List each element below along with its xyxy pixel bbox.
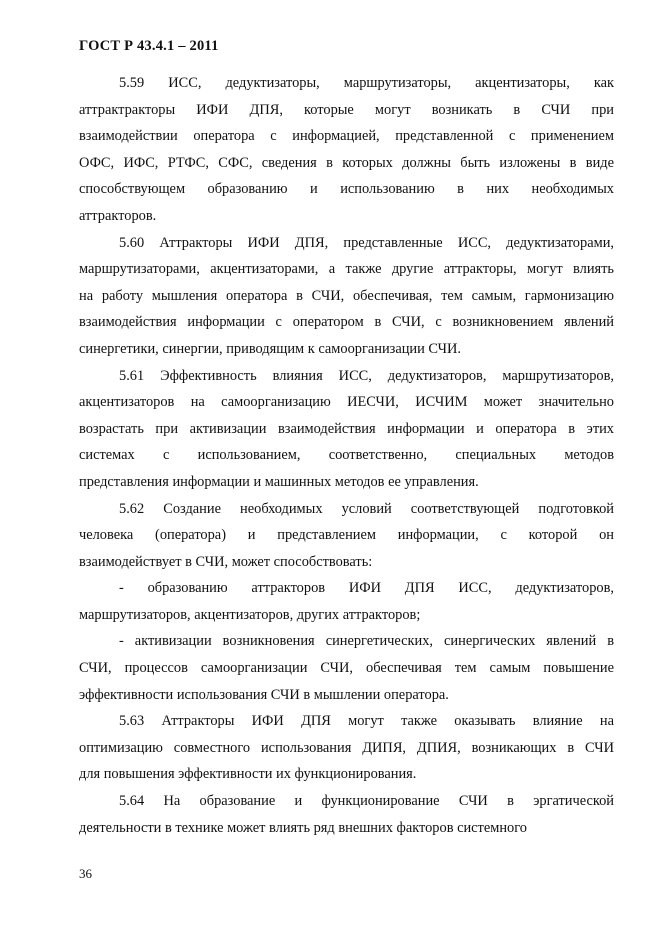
text-line: аттракторов.	[79, 207, 157, 224]
text-line: - активизации возникновения синергетических, синергических явлений в	[119, 633, 614, 650]
text-line: взаимодействии оператора с информацией, представленной с применением	[79, 128, 614, 145]
text-line: взаимодействует в СЧИ, может способствовать:	[79, 553, 373, 570]
text-line: оптимизацию совместного использования ДИПЯ, ДПИЯ, возникающих в СЧИ	[79, 739, 614, 756]
paragraph	[79, 575, 614, 628]
paragraph	[79, 708, 614, 788]
text-line: взаимодействия информации с оператором в СЧИ, с возникновением явлений	[79, 314, 614, 331]
text-line: представления информации и машинных методов ее управления.	[79, 473, 479, 490]
paragraph	[79, 70, 614, 230]
text-line: маршрутизаторами, акцентизаторами, а также другие аттракторы, могут влиять	[79, 261, 614, 278]
text-line: синергетики, синергии, приводящим к самоорганизации СЧИ.	[79, 340, 462, 357]
text-line: маршрутизаторов, акцентизаторов, других аттракторов;	[79, 606, 421, 623]
text-line: 5.64 На образование и функционирование СЧИ в эргатической	[119, 793, 614, 810]
text-line: СЧИ, процессов самоорганизации СЧИ, обеспечивая тем самым повышение	[79, 660, 614, 677]
paragraph	[79, 788, 614, 841]
paragraph	[79, 496, 614, 576]
paragraph	[79, 628, 614, 708]
text-line: эффективности использования СЧИ в мышлении оператора.	[79, 686, 449, 703]
paragraph	[79, 363, 614, 496]
text-line: возрастать при активизации взаимодействия информации и оператора в этих	[79, 420, 614, 437]
text-line: 5.62 Создание необходимых условий соответствующей подготовкой	[119, 500, 614, 517]
text-line: акцентизаторов на самоорганизацию ИЕСЧИ, ИСЧИМ может значительно	[79, 394, 614, 411]
text-line: 5.61 Эффективность влияния ИСС, дедуктизаторов, маршрутизаторов,	[119, 367, 614, 384]
document-body	[79, 70, 614, 841]
text-line: системах с использованием, соответственно, специальных методов	[79, 447, 614, 464]
text-line: аттрактракторы ИФИ ДПЯ, которые могут возникать в СЧИ при	[79, 101, 614, 118]
text-line: для повышения эффективности их функционирования.	[79, 766, 417, 783]
text-line: на работу мышления оператора в СЧИ, обеспечивая, тем самым, гармонизацию	[79, 287, 614, 304]
text-line: человека (оператора) и представлением информации, с которой он	[79, 527, 614, 544]
text-line: 5.59 ИСС, дедуктизаторы, маршрутизаторы, акцентизаторы, как	[119, 75, 614, 91]
text-line: способствующем образованию и использованию в них необходимых	[79, 181, 614, 198]
text-line: 5.63 Аттракторы ИФИ ДПЯ могут также оказывать влияние на	[119, 713, 614, 730]
document-header: ГОСТ Р 43.4.1 – 2011	[79, 38, 219, 54]
paragraph	[79, 230, 614, 363]
text-line: - образованию аттракторов ИФИ ДПЯ ИСС, дедуктизаторов,	[119, 580, 614, 597]
text-line: ОФС, ИФС, РТФС, СФС, сведения в которых должны быть изложены в виде	[79, 154, 614, 171]
page-number: 36	[79, 866, 92, 881]
text-line: 5.60 Аттракторы ИФИ ДПЯ, представленные ИСС, дедуктизаторами,	[119, 234, 614, 251]
text-line: деятельности в технике может влиять ряд внешних факторов системного	[79, 819, 527, 836]
